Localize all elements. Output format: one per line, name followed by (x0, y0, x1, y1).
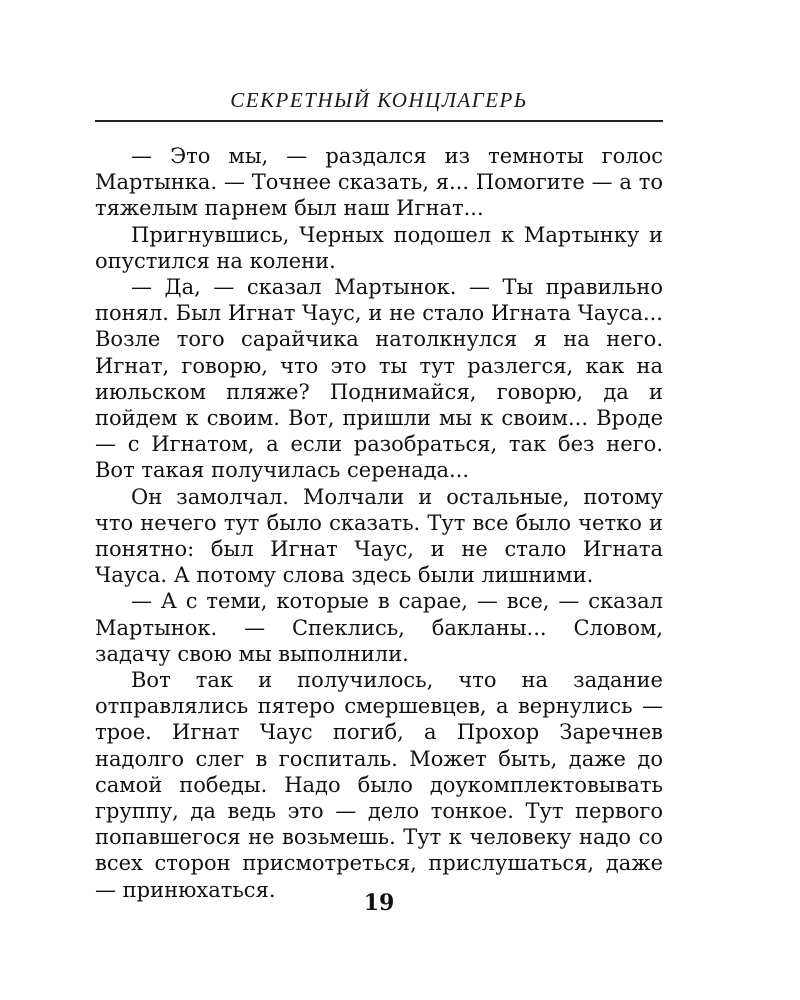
paragraph: Вот так и получилось, что на задание отправлялись пятеро смершевцев, а вернулись — трое. Игнат Чаус погиб, а Прохор Заречнев надолго слег в госпиталь. Может быть, даже до самой победы. Надо было доукомплектовывать группу, да ведь это — дело тонкое. Тут первого попавшегося не возьмешь. Тут к человеку надо со всех сторон присмотреться, прислушаться, даже — принюхаться. (95, 668, 663, 902)
body-text (95, 143, 663, 903)
paragraph: Пригнувшись, Черных подошел к Мартынку и опустился на колени. (95, 222, 663, 273)
paragraph: — Это мы, — раздался из темноты голос Мартынка. — Точнее сказать, я... Помогите — а то тяжелым парнем был наш Игнат... (95, 144, 663, 221)
paragraph: Он замолчал. Молчали и остальные, потому что нечего тут было сказать. Тут все было четко и понятно: был Игнат Чаус, и не стало Игната Чауса. А потому слова здесь были лишними. (95, 484, 663, 588)
paragraph: — Да, — сказал Мартынок. — Ты правильно понял. Был Игнат Чаус, и не стало Игната Чауса... Возле того сарайчика натолкнулся я на него. Игнат, говорю, что это ты тут разлегся, как на июльском пляже? Поднимайся, говорю, да и пойдем к своим. Вот, пришли мы к своим... Вроде — с Игнатом, а если разобраться, так без него. Вот такая получилась серенада... (95, 275, 663, 483)
page-number: 19 (363, 890, 395, 916)
header-rule (95, 120, 663, 122)
running-head: СЕКРЕТНЫЙ КОНЦЛАГЕРЬ (230, 88, 528, 112)
paragraph: — А с теми, которые в сарае, — все, — сказал Мартынок. — Спеклись, бакланы... Словом, задачу свою мы выполнили. (95, 589, 663, 666)
